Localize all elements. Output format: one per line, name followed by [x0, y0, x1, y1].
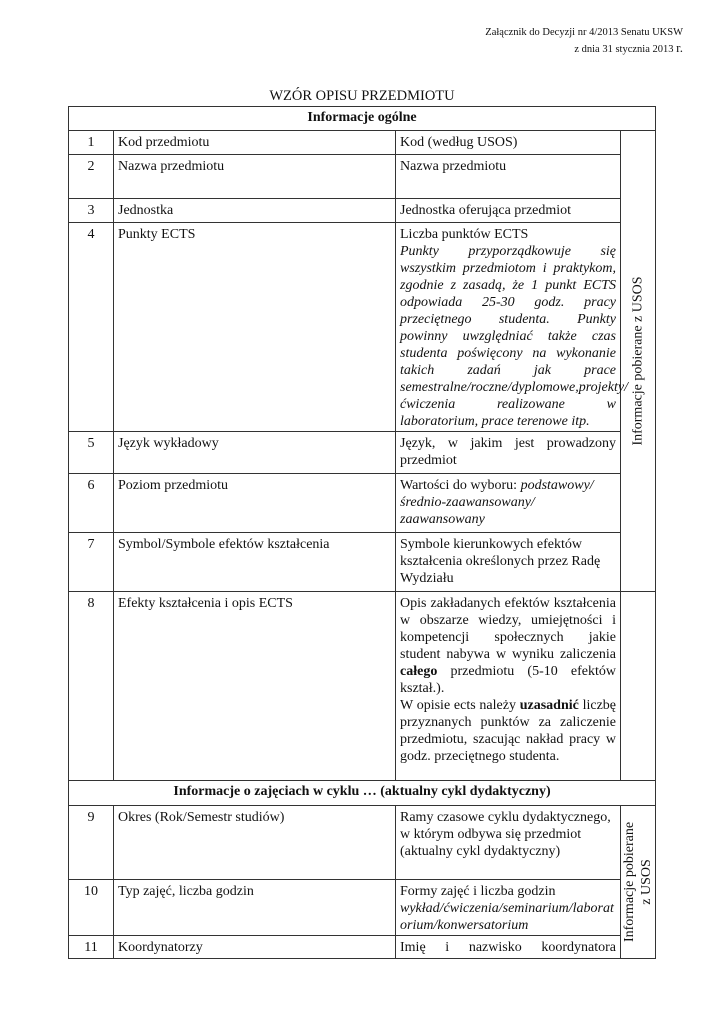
desc-text: przedmiotu (5-10 efektów kształ.).	[400, 664, 616, 696]
row-field-name: Nazwa przedmiotu	[114, 155, 396, 199]
row-number: 11	[69, 936, 114, 959]
row-field-desc: Ramy czasowe cyklu dydaktycznego, w którym odbywa się przedmiot (aktualny cykl dydaktyczny)	[396, 806, 621, 880]
row-number: 5	[69, 432, 114, 474]
usos-side-text-1: Informacje pobierane z USOS	[630, 276, 646, 446]
table-row	[69, 199, 656, 223]
row-field-desc: Formy zajęć i liczba godzin	[400, 884, 556, 899]
table-row	[69, 592, 656, 781]
row-field-desc: Język, w jakim jest prowadzony przedmiot	[396, 432, 621, 474]
attachment-line-1: Załącznik do Decyzji nr 4/2013 Senatu UKSW	[485, 27, 683, 38]
attachment-date: z dnia 31 stycznia 2013	[574, 44, 677, 55]
row-field-desc: Kod (według USOS)	[396, 131, 621, 155]
row-number: 7	[69, 533, 114, 592]
table-row	[69, 806, 656, 880]
table-row	[69, 223, 656, 432]
desc-text: liczbę przyznanych punktów za zaliczenie przedmiotu, szacując nakład pracy w godz. przeciętnego studenta.	[400, 698, 616, 764]
row-field-options: podstawowy/ średnio-zaawansowany/ zaawansowany	[400, 478, 594, 527]
row-field-desc-block	[396, 592, 621, 781]
attachment-line-2	[485, 40, 683, 57]
row-field-desc: Imię i nazwisko koordynatora	[396, 936, 621, 959]
desc-emphasis: całego	[400, 664, 438, 679]
row-number: 3	[69, 199, 114, 223]
course-description-table	[68, 106, 656, 959]
usos-side-label-1	[621, 131, 656, 592]
table-row	[69, 155, 656, 199]
table-row	[69, 936, 656, 959]
row-field-name: Punkty ECTS	[114, 223, 396, 432]
table-row	[69, 474, 656, 533]
row-field-desc: Jednostka oferująca przedmiot	[396, 199, 621, 223]
row-field-note: Punkty przyporządkowuje się wszystkim przedmiotom i praktykom, zgodnie z zasadą, że 1 punkt ECTS odpowiada 25-30 godz. pracy przeciętnego studenta. Punkty powinny uwzględniać także czas studenta poświęcony na wykonanie takich zadań jak prace semestralne/roczne/dyplomowe,projekty/ćwiczenia realizowane w laboratorium, prace terenowe itp.	[400, 244, 628, 429]
row-field-name: Kod przedmiotu	[114, 131, 396, 155]
page-title: WZÓR OPISU PRZEDMIOTU	[269, 88, 455, 104]
usos-side-text-2	[621, 822, 655, 942]
row-number: 6	[69, 474, 114, 533]
desc-text: Opis zakładanych efektów kształcenia w obszarze wiedzy, umiejętności i kompetencji społecznych jakie student nabywa w wyniku zaliczenia	[400, 596, 616, 662]
desc-emphasis: uzasadnić	[519, 698, 579, 713]
usos-side-text-2-line2: z USOS	[639, 859, 654, 905]
row-field-name: Poziom przedmiotu	[114, 474, 396, 533]
row-field-desc-block	[396, 474, 621, 533]
attachment-date-suffix: r.	[676, 40, 683, 55]
section-cycle: Informacje o zajęciach w cyklu … (aktualny cykl dydaktyczny)	[69, 781, 656, 806]
row-field-desc: Liczba punktów ECTS	[400, 227, 529, 242]
side-empty-cell	[621, 592, 656, 781]
row-field-forms: wykład/ćwiczenia/seminarium/laboratorium/konwersatorium	[400, 901, 614, 933]
row-field-desc-p2	[400, 697, 616, 765]
section-header-row	[69, 107, 656, 131]
row-field-desc: Wartości do wyboru:	[400, 478, 521, 493]
usos-side-text-2-line1: Informacje pobierane	[622, 821, 637, 943]
row-number: 4	[69, 223, 114, 432]
section-general: Informacje ogólne	[69, 107, 656, 131]
row-field-name: Koordynatorzy	[114, 936, 396, 959]
row-field-name: Efekty kształcenia i opis ECTS	[114, 592, 396, 781]
row-field-name: Język wykładowy	[114, 432, 396, 474]
usos-side-label-2	[621, 806, 656, 959]
row-number: 8	[69, 592, 114, 781]
desc-text: W opisie ects należy	[400, 698, 520, 713]
table-row	[69, 131, 656, 155]
row-field-name: Jednostka	[114, 199, 396, 223]
row-field-name: Typ zajęć, liczba godzin	[114, 880, 396, 936]
row-number: 1	[69, 131, 114, 155]
table-row	[69, 432, 656, 474]
row-field-name: Okres (Rok/Semestr studiów)	[114, 806, 396, 880]
row-field-name: Symbol/Symbole efektów kształcenia	[114, 533, 396, 592]
section-header-row	[69, 781, 656, 806]
row-field-desc-p1	[400, 595, 616, 697]
row-field-desc: Symbole kierunkowych efektów kształcenia określonych przez Radę Wydziału	[396, 533, 621, 592]
row-field-desc-block	[396, 880, 621, 936]
table-row	[69, 533, 656, 592]
table-row	[69, 880, 656, 936]
row-number: 2	[69, 155, 114, 199]
row-field-desc-block	[396, 223, 628, 432]
attachment-header	[485, 25, 683, 57]
row-number: 9	[69, 806, 114, 880]
row-field-desc: Nazwa przedmiotu	[396, 155, 621, 199]
row-number: 10	[69, 880, 114, 936]
